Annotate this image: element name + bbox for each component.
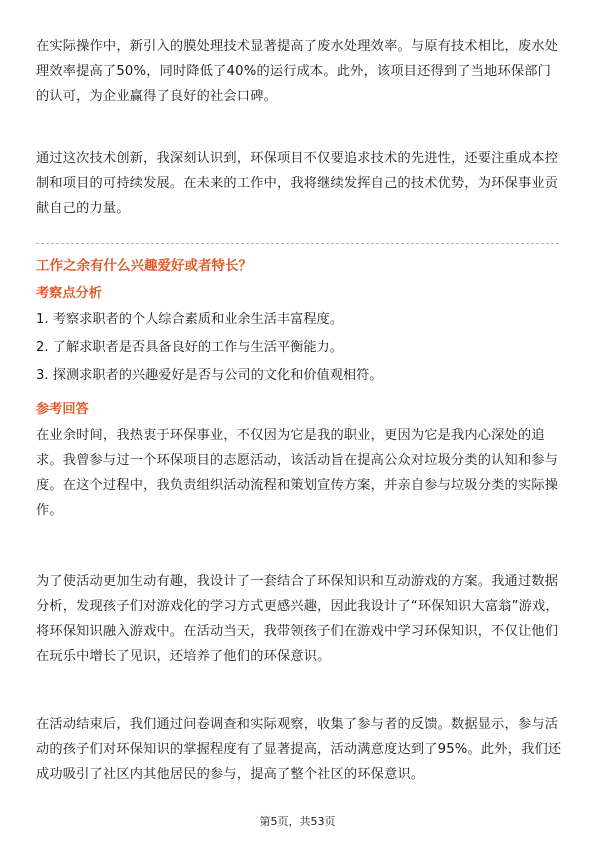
answer-paragraph-1: 在业余时间，我热衷于环保事业，不仅因为它是我的职业，更因为它是我内心深处的追求。我曾参与过一个环保项目的志愿活动，该活动旨在提高公众对垃圾分类的认知和参与度。在这个过程中，我负责组织活动流程和策划宣传方案，并亲自参与垃圾分类的实际操作。 [36, 428, 559, 518]
intro-paragraph-2: 通过这次技术创新，我深刻认识到，环保项目不仅要追求技术的先进性，还要注重成本控制和项目的可持续发展。在未来的工作中，我将继续发挥自己的技术优势，为环保事业贡献自己的力量。 [36, 151, 559, 216]
page-number-footer: 第5页，共53页 [259, 815, 336, 828]
answer-heading: 参考回答 [36, 402, 89, 417]
intro-paragraph-1: 在实际操作中，新引入的膜处理技术显著提高了废水处理效率。与原有技术相比，废水处理效率提高了50%，同时降低了40%的运行成本。此外，该项目还得到了当地环保部门的认可，为企业赢得了良好的社会口碑。 [36, 39, 559, 104]
question-heading: 工作之余有什么兴趣爱好或者特长？ [36, 258, 252, 274]
analysis-item-1: 1. 考察求职者的个人综合素质和业余生活丰富程度。 [36, 312, 343, 327]
analysis-item-3: 3. 探测求职者的兴趣爱好是否与公司的文化和价值观相符。 [36, 368, 383, 383]
analysis-item-2: 2. 了解求职者是否具备良好的工作与生活平衡能力。 [36, 340, 343, 355]
answer-paragraph-3: 在活动结束后，我们通过问卷调查和实际观察，收集了参与者的反馈。数据显示，参与活动的孩子们对环保知识的掌握程度有了显著提高，活动满意度达到了95%。此外，我们还成功吸引了社区内其他居民的参与，提高了整个社区的环保意识。 [36, 717, 562, 782]
answer-paragraph-2: 为了使活动更加生动有趣，我设计了一套结合了环保知识和互动游戏的方案。我通过数据分析，发现孩子们对游戏化的学习方式更感兴趣，因此我设计了“环保知识大富翁”游戏，将环保知识融入游戏中。在活动当天，我带领孩子们在游戏中学习环保知识，不仅让他们在玩乐中增长了见识，还培养了他们的环保意识。 [36, 574, 559, 664]
section-divider [36, 243, 559, 244]
analysis-heading: 考察点分析 [36, 286, 102, 301]
